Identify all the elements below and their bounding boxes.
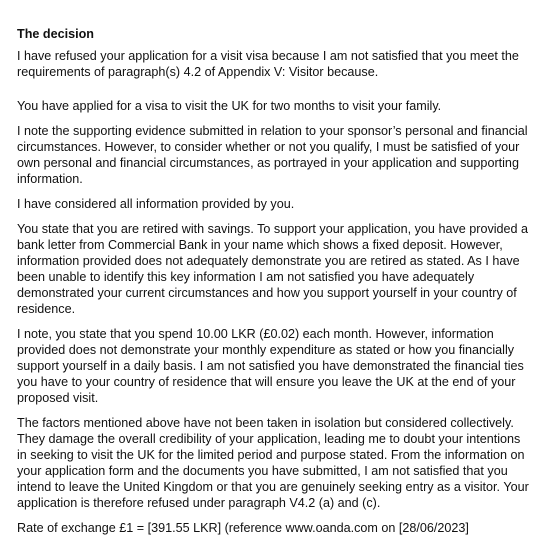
decision-document — [17, 26, 531, 545]
exchange-rate-note: Rate of exchange £1 = [391.55 LKR] (reference www.oanda.com on [28/06/2023] — [17, 521, 469, 535]
refusal-statement: I have refused your application for a visit visa because I am not satisfied that you meet the requirements of paragraph(s) 4.2 of Appendix V: Visitor because. — [17, 49, 519, 79]
information-considered-paragraph: I have considered all information provided by you. — [17, 197, 295, 211]
section-heading: The decision — [17, 27, 94, 41]
monthly-expenditure-paragraph: I note, you state that you spend 10.00 LKR (£0.02) each month. However, information provided does not demonstrate your monthly expenditure as stated or how you financially support yourself in a daily basis. I am not satisfied you have demonstrated the financial ties you have to your country of residence that will ensure you leave the UK at the end of your proposed visit. — [17, 327, 524, 405]
application-summary: You have applied for a visa to visit the UK for two months to visit your family. — [17, 99, 442, 113]
credibility-conclusion-paragraph: The factors mentioned above have not been taken in isolation but considered collectively. They damage the overall credibility of your application, leading me to doubt your intentions in seeking to visit the UK for the limited period and purpose stated. From the information on your application form and the documents you have submitted, I am not satisfied that you intend to leave the United Kingdom or that you are genuinely seeking entry as a visitor. Your application is therefore refused under paragraph V4.2 (a) and (c). — [17, 416, 529, 510]
retirement-savings-paragraph: You state that you are retired with savings. To support your application, you have provided a bank letter from Commercial Bank in your name which shows a fixed deposit. However, information provided does not adequately demonstrate you are retired as stated. As I have been unable to identify this key information I am not satisfied you have adequately demonstrated your current circumstances and how you support yourself in your country of residence. — [17, 222, 529, 316]
sponsor-evidence-paragraph: I note the supporting evidence submitted in relation to your sponsor’s personal and financial circumstances. However, to consider whether or not you qualify, I must be satisfied of your own personal and financial circumstances, as portrayed in your application and supporting information. — [17, 124, 528, 186]
